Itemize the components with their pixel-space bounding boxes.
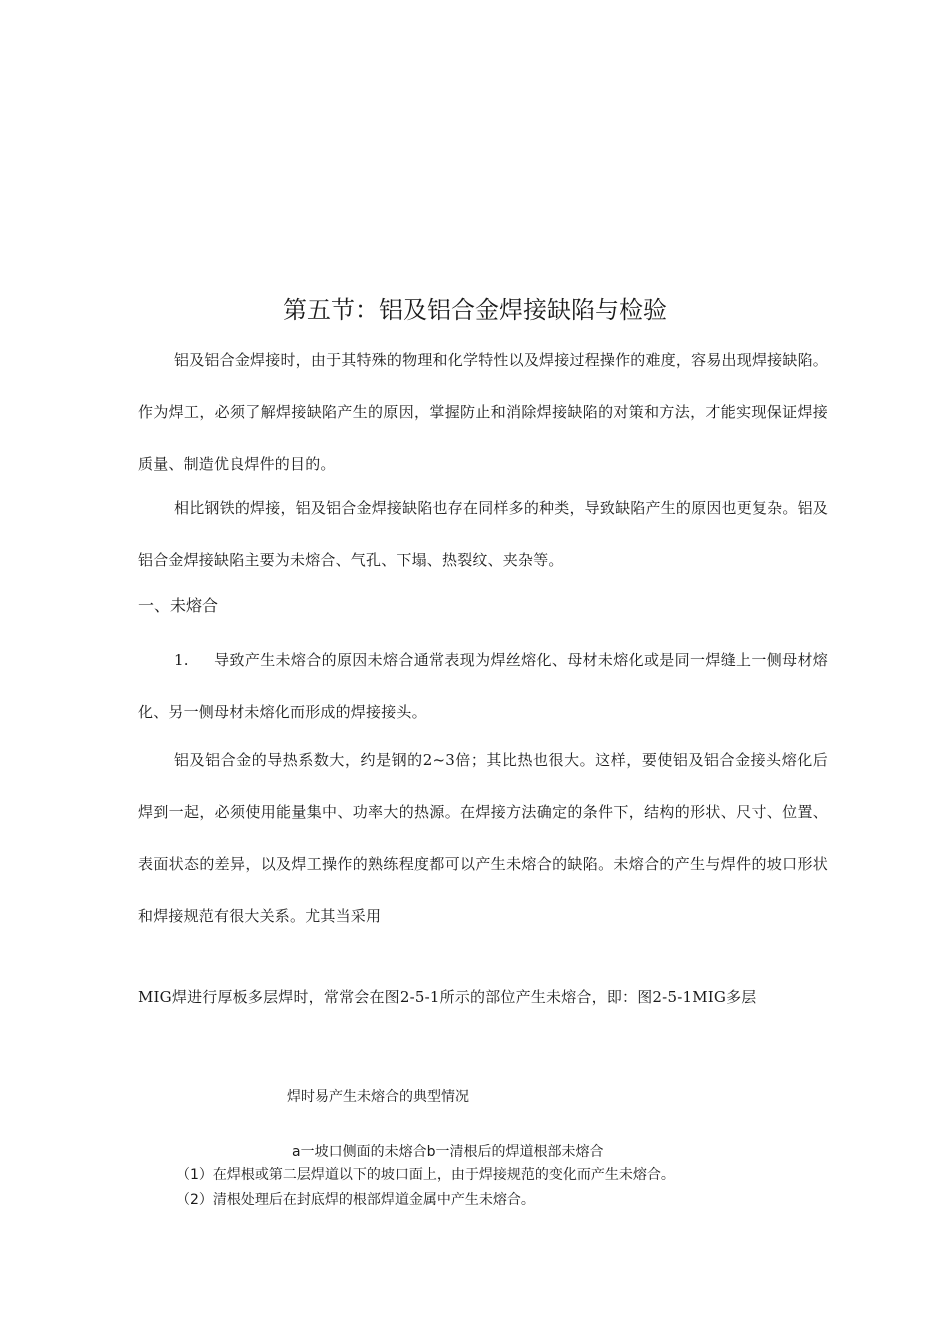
thermal-paragraph: 铝及铝合金的导热系数大，约是钢的2~3倍；其比热也很大。这样，要使铝及铝合金接头熔化后焊到一起，必须使用能量集中、功率大的热源。在焊接方法确定的条件下，结构的形状、尺寸、位置、表面状态的差异，以及焊工操作的熟练程度都可以产生未熔合的缺陷。未熔合的产生与焊件的坡口形状和焊接规范有很大关系。尤其当采用 — [138, 751, 828, 925]
list-item-1: （1）在焊根或第二层焊道以下的坡口面上，由于焊接规范的变化而产生未熔合。 — [176, 1167, 675, 1183]
section-heading: 一、未熔合 — [138, 596, 219, 615]
figure-caption: 焊时易产生未熔合的典型情况 — [287, 1089, 469, 1105]
page-title: 第五节：铝及铝合金焊接缺陷与检验 — [283, 296, 667, 324]
item-text: 导致产生未熔合的原因未熔合通常表现为焊丝熔化、母材未熔化或是同一焊缝上一侧母材熔化、另一侧母材未熔化而形成的焊接接头。 — [138, 651, 828, 721]
intro-paragraph: 铝及铝合金焊接时，由于其特殊的物理和化学特性以及焊接过程操作的难度，容易出现焊接缺陷。作为焊工，必须了解焊接缺陷产生的原因，掌握防止和消除焊接缺陷的对策和方法，才能实现保证焊接质量、制造优良焊件的目的。 — [138, 351, 828, 473]
comparison-paragraph: 相比钢铁的焊接，铝及铝合金焊接缺陷也存在同样多的种类，导致缺陷产生的原因也更复杂。铝及铝合金焊接缺陷主要为未熔合、气孔、下塌、热裂纹、夹杂等。 — [138, 499, 828, 569]
item-number: 1. — [174, 651, 189, 669]
numbered-item-1 — [138, 634, 828, 738]
figure-subcaption: a一坡口侧面的未熔合b一清根后的焊道根部未熔合 — [292, 1144, 604, 1160]
list-item-2: （2）清根处理后在封底焊的根部焊道金属中产生未熔合。 — [176, 1192, 535, 1208]
mig-line: MIG焊进行厚板多层焊时，常常会在图2-5-1所示的部位产生未熔合，即：图2-5-1MIG多层 — [138, 988, 757, 1006]
